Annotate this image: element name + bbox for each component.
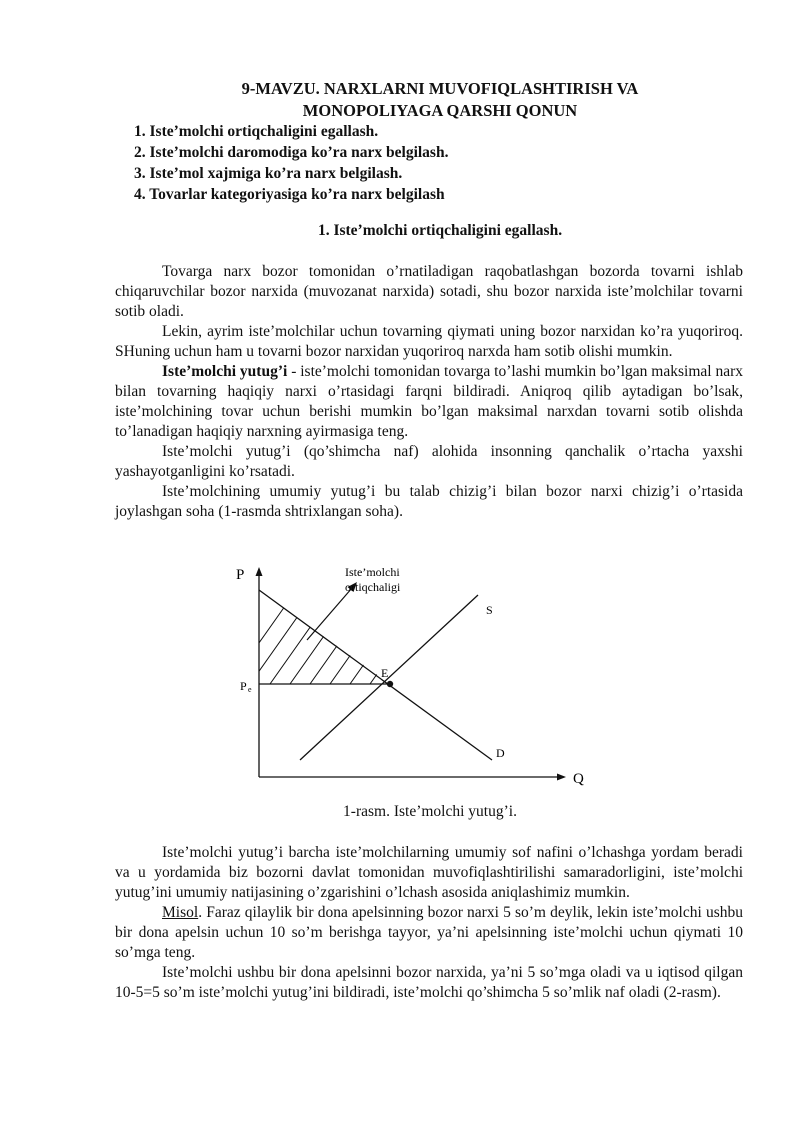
annotation-arrow	[307, 588, 352, 640]
quantity-axis-arrow-icon	[557, 774, 566, 781]
figure-caption: 1-rasm. Iste’molchi yutug’i.	[343, 803, 517, 820]
paragraph: Iste’molchining umumiy yutug’i bu talab chizig’i bilan bozor narxi chizig’i o’rtasida joylashgan soha (1-rasmda shtrixlangan soha).	[115, 483, 743, 520]
demand-curve-label: D	[496, 746, 505, 760]
paragraph: Iste’molchi ushbu bir dona apelsinni bozor narxida, ya’ni 5 so’mga oladi va u iqtisod qilgan 10-5=5 so’m iste’molchi yutug’ini bildiradi, iste’molchi qo’shimcha 5 so’mlik naf oladi (2-rasm).	[115, 964, 743, 1001]
supply-curve	[300, 595, 478, 760]
paragraph: Tovarga narx bozor tomonidan o’rnatiladigan raqobatlashgan bozorda tovarni ishlab chiqaruvchilar bozor narxida (muvozanat narxida) sotadi, shu bozor narxida iste’molchilar tovarni sotib oladi.	[115, 263, 743, 320]
document-title-line2: MONOPOLIYAGA QARSHI QONUN	[302, 101, 578, 120]
paragraph: Iste’molchi yutug’i barcha iste’molchilarning umumiy sof nafini o’lchashga yordam beradi va u yordamida biz bozorni davlat tomonidan muvofiqlashtirilishi samaradorligini, iste’molchi yutug’ini umumiy natijasining o’zgarishini o’lchash asosida aniqlashimiz mumkin.	[115, 844, 743, 901]
annotation-label-line2: ortiqchaligi	[345, 580, 401, 594]
example-label: Misol	[162, 904, 199, 921]
topic-item: 3. Iste’mol xajmiga ko’ra narx belgilash.	[134, 165, 403, 182]
demand-curve	[259, 590, 492, 760]
topic-item: 2. Iste’molchi daromodiga ko’ra narx belgilash.	[134, 144, 449, 161]
document-title-line1: 9-MAVZU. NARXLARNI MUVOFIQLASHTIRISH VA	[241, 79, 639, 98]
supply-curve-label: S	[486, 603, 493, 617]
section-heading: 1. Iste’molchi ortiqchaligini egallash.	[317, 222, 563, 239]
topic-item: 1. Iste’molchi ortiqchaligini egallash.	[134, 123, 379, 140]
annotation-label-line1: Iste’molchi	[345, 565, 400, 579]
price-axis-arrow-icon	[256, 567, 263, 576]
topic-list	[134, 121, 448, 205]
price-axis-label: P	[236, 567, 245, 583]
body-text-top	[115, 262, 743, 522]
equilibrium-point	[387, 681, 393, 687]
equilibrium-price-label: P	[240, 679, 247, 693]
quantity-axis-label: Q	[573, 771, 584, 787]
paragraph: Iste’molchi yutug’i (qo’shimcha naf) alohida insonning qanchalik o’rtacha yaxshi yashayotganligini ko’rsatadi.	[115, 443, 743, 480]
consumer-surplus-diagram	[230, 560, 600, 795]
paragraph-text: . Faraz qilaylik bir dona apelsinning bozor narxi 5 so’m deylik, lekin iste’molchi ushbu bir dona apelsin uchun 10 so’m berishga tayyor, ya’ni apelsinning iste’molchi uchun qiymati 10 so’mga teng.	[115, 904, 743, 961]
consumer-surplus-hatch	[230, 599, 450, 684]
body-text-bottom	[115, 843, 743, 1003]
paragraph: Lekin, ayrim iste’molchilar uchun tovarning qiymati uning bozor narxidan ko’ra yuqoriroq. SHuning uchun ham u tovarni bozor narxidan yuqoriroq narxda ham sotib olishi mumkin.	[115, 323, 743, 360]
equilibrium-price-subscript: e	[248, 685, 252, 694]
paragraph	[115, 362, 743, 442]
topic-item: 4. Tovarlar kategoriyasiga ko’ra narx belgilash	[134, 186, 445, 203]
equilibrium-point-label: E	[381, 666, 389, 680]
term-consumer-surplus: Iste’molchi yutug’i	[162, 363, 288, 380]
paragraph-text: - iste’molchi tomonidan tovarga to’lashi mumkin bo’lgan maksimal narx bilan tovarning haqiqiy narxi o’rtasidagi farqni bildiradi. Aniqroq qilib aytadigan bo’lsak, iste’molchining tovar uchun berishi mumkin bo’lgan maksimal narxdan tovarni sotib olishda to’lanadigan haqiqiy narxning ayirmasiga teng.	[115, 363, 743, 440]
paragraph	[115, 903, 743, 963]
